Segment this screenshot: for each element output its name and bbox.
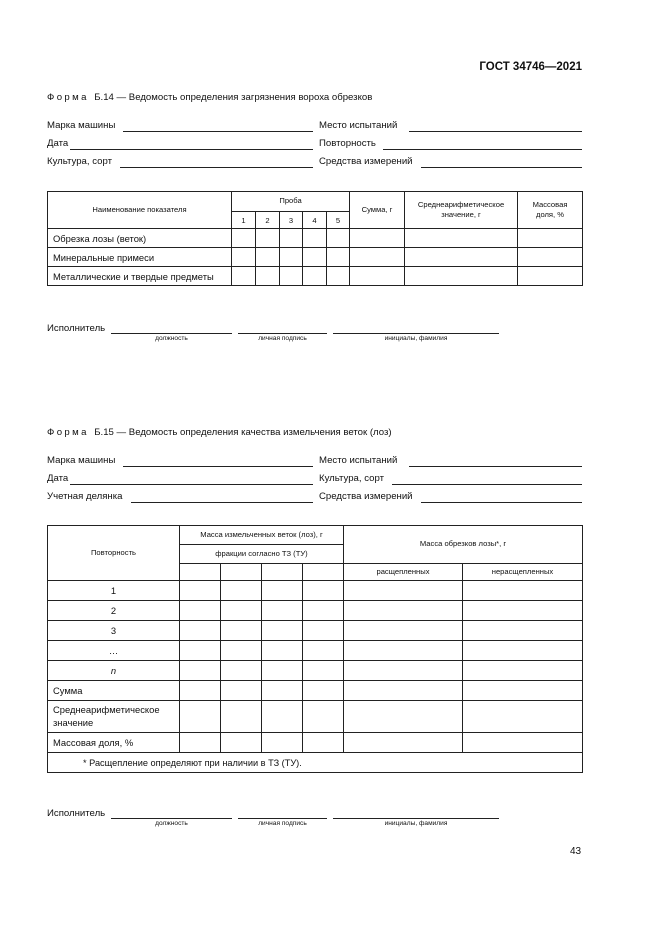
form14-repeat-field[interactable]: [383, 149, 582, 150]
form15-tools-field[interactable]: [421, 502, 582, 503]
form14-header-sample: Проба: [232, 192, 350, 212]
table-cell[interactable]: [221, 621, 262, 641]
table-row: [48, 661, 583, 681]
table-cell[interactable]: [232, 248, 256, 267]
table-row: [48, 641, 583, 661]
form15-header-unsplit: нерасщепленных: [463, 564, 583, 581]
table-row: [48, 229, 583, 248]
table-cell[interactable]: [303, 601, 344, 621]
form15-position-field[interactable]: [111, 818, 232, 819]
form15-date-field[interactable]: [70, 484, 313, 485]
table-row: [48, 248, 583, 267]
standard-designation: ГОСТ 34746—2021: [479, 61, 582, 73]
table-cell[interactable]: [327, 248, 350, 267]
form15-header-repeat: Повторность: [48, 526, 180, 581]
table-cell[interactable]: [463, 733, 583, 753]
form14-initials-caption: инициалы, фамилия: [384, 335, 448, 342]
form15-row-label: Массовая доля, %: [48, 733, 180, 753]
table-cell[interactable]: [221, 661, 262, 681]
table-cell[interactable]: [262, 581, 303, 601]
form15-title: [47, 427, 392, 438]
table-cell[interactable]: [463, 621, 583, 641]
form14-place-field[interactable]: [409, 131, 582, 132]
form15-machine-field[interactable]: [123, 466, 313, 467]
table-cell[interactable]: [303, 701, 344, 733]
form14-sample-number: 2: [256, 212, 280, 229]
table-row: [48, 681, 583, 701]
table-cell[interactable]: [262, 601, 303, 621]
form14-row-label: Металлические и твердые предметы: [48, 267, 232, 286]
form15-executor-label: Исполнитель: [47, 808, 106, 819]
form14-tools-label: Средства измерений: [319, 156, 413, 167]
table-cell[interactable]: [221, 681, 262, 701]
form15-row-label: 3: [48, 621, 180, 641]
table-row: [48, 267, 583, 286]
form14-prefix: Форма: [47, 92, 89, 103]
table-cell[interactable]: [180, 701, 221, 733]
table-cell[interactable]: [232, 267, 256, 286]
form14-sample-number: 1: [232, 212, 256, 229]
table-cell[interactable]: [344, 601, 463, 621]
form14-table: [47, 191, 583, 286]
table-cell[interactable]: [180, 661, 221, 681]
table-cell[interactable]: [344, 621, 463, 641]
table-cell[interactable]: [280, 229, 303, 248]
table-cell[interactable]: [262, 681, 303, 701]
table-cell[interactable]: [344, 661, 463, 681]
form14-header-sum: Сумма, г: [350, 192, 405, 229]
table-cell[interactable]: [262, 621, 303, 641]
form14-executor-label: Исполнитель: [47, 323, 106, 334]
table-cell[interactable]: [262, 733, 303, 753]
table-cell[interactable]: [303, 581, 344, 601]
table-cell[interactable]: [303, 267, 327, 286]
form14-crop-field[interactable]: [120, 167, 313, 168]
form15-row-label: n: [48, 661, 180, 681]
form15-date-label: Дата: [47, 473, 69, 484]
table-cell[interactable]: [221, 641, 262, 661]
page-number: 43: [570, 846, 582, 857]
table-cell[interactable]: [303, 621, 344, 641]
form15-crop-label: Культура, сорт: [319, 473, 384, 484]
form14-header-mean: Среднеарифметическое значение, г: [405, 192, 518, 229]
table-cell[interactable]: [303, 681, 344, 701]
table-cell[interactable]: [303, 248, 327, 267]
form14-machine-field[interactable]: [123, 131, 313, 132]
table-cell[interactable]: [463, 581, 583, 601]
form15-table: [47, 525, 583, 773]
form14-title: [47, 92, 372, 103]
form14-initials-field[interactable]: [333, 333, 499, 334]
form15-fraction-cell[interactable]: [262, 564, 303, 581]
table-cell[interactable]: [303, 661, 344, 681]
table-cell[interactable]: [221, 601, 262, 621]
table-cell[interactable]: [280, 267, 303, 286]
table-cell[interactable]: [518, 229, 583, 248]
form14-row-label: Обрезка лозы (веток): [48, 229, 232, 248]
form15-place-field[interactable]: [409, 466, 582, 467]
form14-position-field[interactable]: [111, 333, 232, 334]
table-cell[interactable]: [518, 267, 583, 286]
table-cell[interactable]: [280, 248, 303, 267]
form15-row-label: Сумма: [48, 681, 180, 701]
form15-fraction-cell[interactable]: [221, 564, 262, 581]
table-cell[interactable]: [344, 581, 463, 601]
table-row: [48, 601, 583, 621]
table-cell[interactable]: [303, 733, 344, 753]
form14-sample-number: 5: [327, 212, 350, 229]
table-cell[interactable]: [405, 248, 518, 267]
table-cell[interactable]: [350, 248, 405, 267]
table-cell[interactable]: [221, 581, 262, 601]
form14-row-label: Минеральные примеси: [48, 248, 232, 267]
table-cell[interactable]: [463, 601, 583, 621]
form15-sign-field[interactable]: [238, 818, 327, 819]
form15-row-label: 2: [48, 601, 180, 621]
table-cell[interactable]: [180, 621, 221, 641]
table-cell[interactable]: [180, 681, 221, 701]
table-cell[interactable]: [405, 267, 518, 286]
table-cell[interactable]: [405, 229, 518, 248]
form14-date-label: Дата: [47, 138, 69, 149]
form14-repeat-label: Повторность: [319, 138, 376, 149]
form15-machine-label: Марка машины: [47, 455, 116, 466]
form15-place-label: Место испытаний: [319, 455, 398, 466]
form14-sample-number: 4: [303, 212, 327, 229]
form15-row-label: Среднеарифметическое значение: [48, 701, 180, 733]
form14-machine-label: Марка машины: [47, 120, 116, 131]
form15-plot-label: Учетная делянка: [47, 491, 123, 502]
table-cell[interactable]: [518, 248, 583, 267]
form14-title-text: Б.14 — Ведомость определения загрязнения вороха обрезков: [94, 92, 373, 103]
table-row: [48, 701, 583, 733]
form15-header-fractions: фракции согласно ТЗ (ТУ): [180, 545, 344, 564]
form14-sign-caption: личная подпись: [258, 335, 307, 342]
form14-crop-label: Культура, сорт: [47, 156, 112, 167]
form14-tools-field[interactable]: [421, 167, 582, 168]
table-cell[interactable]: [262, 701, 303, 733]
table-cell[interactable]: [262, 641, 303, 661]
table-cell[interactable]: [221, 701, 262, 733]
form14-place-label: Место испытаний: [319, 120, 398, 131]
table-row: [48, 621, 583, 641]
table-cell[interactable]: [256, 267, 280, 286]
form14-sign-field[interactable]: [238, 333, 327, 334]
form15-row-label: 1: [48, 581, 180, 601]
table-cell[interactable]: [303, 641, 344, 661]
form14-header-name: Наименование показателя: [48, 192, 232, 229]
table-cell[interactable]: [463, 681, 583, 701]
table-cell[interactable]: [180, 733, 221, 753]
form14-position-caption: должность: [155, 335, 188, 342]
table-cell[interactable]: [463, 641, 583, 661]
table-cell[interactable]: [350, 229, 405, 248]
form15-footnote: * Расщепление определяют при наличии в ТЗ (ТУ).: [48, 753, 583, 773]
form15-crop-field[interactable]: [392, 484, 582, 485]
table-cell[interactable]: [463, 701, 583, 733]
table-cell[interactable]: [350, 267, 405, 286]
form15-initials-field[interactable]: [333, 818, 499, 819]
table-cell[interactable]: [344, 641, 463, 661]
table-cell[interactable]: [344, 733, 463, 753]
table-cell[interactable]: [232, 229, 256, 248]
table-cell[interactable]: [327, 267, 350, 286]
table-cell[interactable]: [221, 733, 262, 753]
table-row: [48, 581, 583, 601]
form14-sample-number: 3: [280, 212, 303, 229]
table-cell[interactable]: [344, 681, 463, 701]
form15-header-mass-pieces: Масса обрезков лозы*, г: [344, 526, 583, 564]
table-cell[interactable]: [256, 248, 280, 267]
table-cell[interactable]: [344, 701, 463, 733]
form15-fraction-cell[interactable]: [303, 564, 344, 581]
form15-title-text: Б.15 — Ведомость определения качества измельчения веток (лоз): [94, 427, 392, 438]
form15-tools-label: Средства измерений: [319, 491, 413, 502]
table-cell[interactable]: [262, 661, 303, 681]
form14-header-mass: Массовая доля, %: [518, 192, 583, 229]
table-cell[interactable]: [303, 229, 327, 248]
form15-sign-caption: личная подпись: [258, 820, 307, 827]
table-row: [48, 733, 583, 753]
table-cell[interactable]: [256, 229, 280, 248]
form15-row-label: …: [48, 641, 180, 661]
form15-initials-caption: инициалы, фамилия: [384, 820, 448, 827]
table-cell[interactable]: [180, 581, 221, 601]
form15-header-mass-cut: Масса измельченных веток (лоз), г: [180, 526, 344, 545]
form15-fraction-cell[interactable]: [180, 564, 221, 581]
table-cell[interactable]: [327, 229, 350, 248]
form15-prefix: Форма: [47, 427, 89, 438]
table-cell[interactable]: [180, 601, 221, 621]
form15-header-split: расщепленных: [344, 564, 463, 581]
form15-plot-field[interactable]: [131, 502, 313, 503]
form14-date-field[interactable]: [70, 149, 313, 150]
table-cell[interactable]: [463, 661, 583, 681]
form15-position-caption: должность: [155, 820, 188, 827]
table-cell[interactable]: [180, 641, 221, 661]
